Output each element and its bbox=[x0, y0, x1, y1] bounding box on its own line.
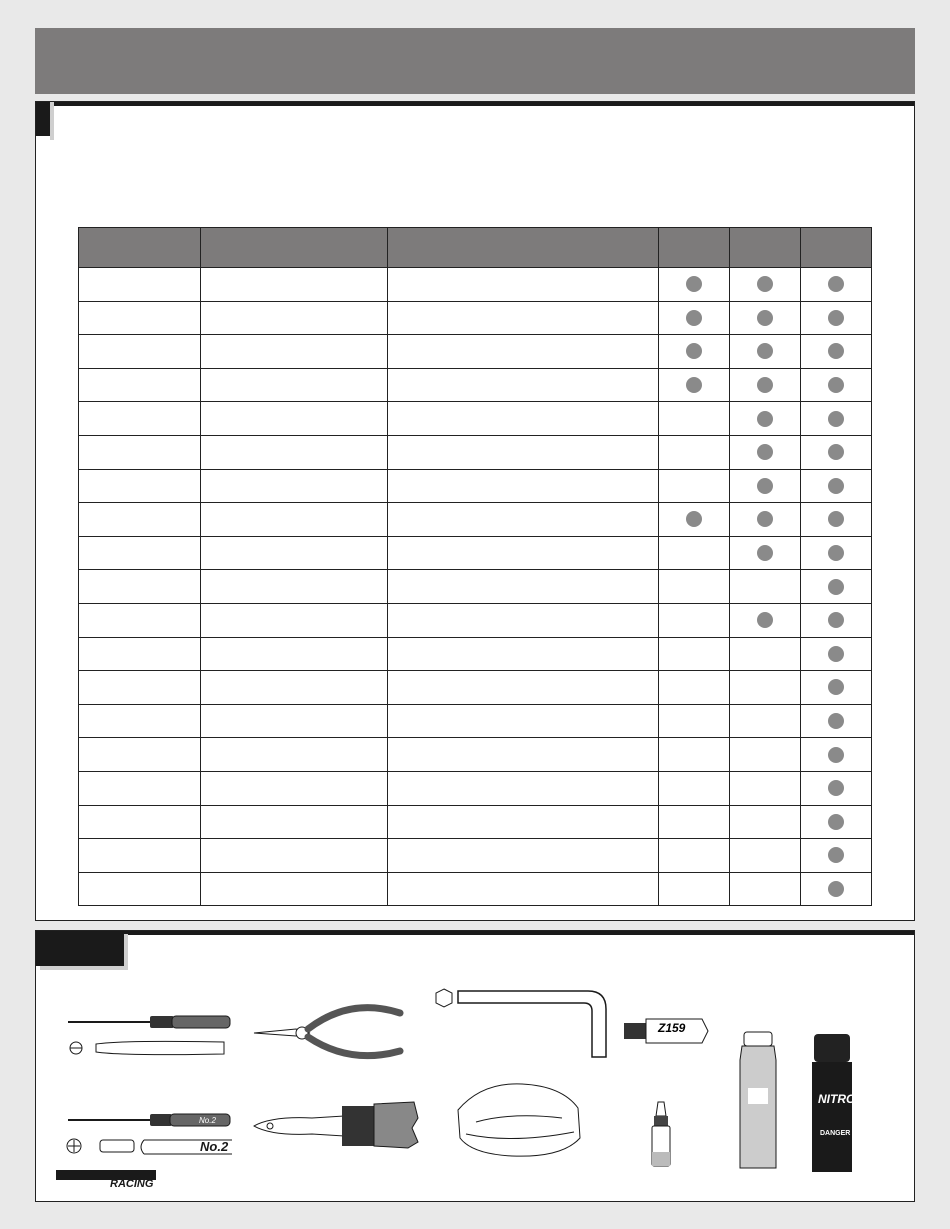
table-cell bbox=[201, 570, 388, 604]
required-dot bbox=[686, 276, 702, 292]
mark-cell bbox=[801, 536, 872, 570]
mark-cell bbox=[730, 771, 801, 805]
mark-cell bbox=[659, 603, 730, 637]
required-dot bbox=[828, 579, 844, 595]
mark-cell bbox=[659, 536, 730, 570]
required-dot bbox=[686, 377, 702, 393]
required-dot bbox=[828, 511, 844, 527]
needle-nose-pliers-icon bbox=[250, 1003, 406, 1061]
table-cell bbox=[79, 368, 201, 402]
mark-cell bbox=[659, 402, 730, 436]
required-dot bbox=[686, 310, 702, 326]
column-header bbox=[388, 228, 659, 268]
table-row bbox=[79, 301, 872, 335]
mark-cell bbox=[659, 469, 730, 503]
table-cell bbox=[79, 738, 201, 772]
column-header bbox=[801, 228, 872, 268]
table-row bbox=[79, 402, 872, 436]
table-cell bbox=[79, 335, 201, 369]
tools-tab bbox=[36, 931, 124, 966]
required-dot bbox=[757, 411, 773, 427]
required-dot bbox=[828, 343, 844, 359]
mark-cell bbox=[659, 839, 730, 873]
mark-cell bbox=[730, 738, 801, 772]
table-header-row bbox=[79, 228, 872, 268]
table-cell bbox=[79, 839, 201, 873]
table-cell bbox=[388, 368, 659, 402]
mark-cell bbox=[659, 872, 730, 906]
table-cell bbox=[201, 671, 388, 705]
table-row bbox=[79, 368, 872, 402]
required-dot bbox=[757, 545, 773, 561]
table-cell bbox=[388, 738, 659, 772]
table-row bbox=[79, 603, 872, 637]
mark-cell bbox=[801, 402, 872, 436]
table-cell bbox=[201, 839, 388, 873]
column-header bbox=[730, 228, 801, 268]
mark-cell bbox=[801, 368, 872, 402]
table-cell bbox=[388, 671, 659, 705]
table-row bbox=[79, 872, 872, 906]
table-cell bbox=[388, 503, 659, 537]
mark-cell bbox=[801, 301, 872, 335]
mark-cell bbox=[730, 503, 801, 537]
mark-cell bbox=[659, 368, 730, 402]
table-row bbox=[79, 771, 872, 805]
mark-cell bbox=[730, 368, 801, 402]
required-dot bbox=[686, 511, 702, 527]
required-dot bbox=[686, 343, 702, 359]
items-table bbox=[78, 227, 872, 906]
mark-cell bbox=[730, 872, 801, 906]
mark-cell bbox=[730, 536, 801, 570]
table-cell bbox=[79, 435, 201, 469]
table-cell bbox=[388, 435, 659, 469]
table-cell bbox=[79, 805, 201, 839]
mark-cell bbox=[659, 738, 730, 772]
table-row bbox=[79, 570, 872, 604]
section-tab bbox=[36, 102, 50, 136]
mark-cell bbox=[659, 805, 730, 839]
table-row bbox=[79, 671, 872, 705]
flathead-screwdriver-icon bbox=[64, 1010, 234, 1056]
mark-cell bbox=[730, 839, 801, 873]
table-row bbox=[79, 435, 872, 469]
mark-cell bbox=[801, 805, 872, 839]
panel-rule bbox=[36, 102, 914, 106]
mark-cell bbox=[801, 268, 872, 302]
mark-cell bbox=[801, 704, 872, 738]
table-cell bbox=[79, 503, 201, 537]
mark-cell bbox=[730, 268, 801, 302]
required-dot bbox=[828, 411, 844, 427]
required-dot bbox=[828, 444, 844, 460]
required-dot bbox=[828, 545, 844, 561]
mark-cell bbox=[801, 503, 872, 537]
mark-cell bbox=[659, 704, 730, 738]
mark-cell bbox=[659, 435, 730, 469]
table-cell bbox=[79, 671, 201, 705]
mark-cell bbox=[730, 603, 801, 637]
logo-sub: RACING bbox=[110, 1178, 154, 1190]
table-row bbox=[79, 704, 872, 738]
table-row bbox=[79, 268, 872, 302]
mark-cell bbox=[801, 435, 872, 469]
required-dot bbox=[828, 612, 844, 628]
table-row bbox=[79, 536, 872, 570]
mark-cell bbox=[801, 872, 872, 906]
mark-cell bbox=[801, 335, 872, 369]
mark-cell bbox=[801, 738, 872, 772]
mark-cell bbox=[659, 570, 730, 604]
phillips-size-label-large: No.2 bbox=[200, 1139, 229, 1154]
table-cell bbox=[388, 603, 659, 637]
mark-cell bbox=[730, 637, 801, 671]
table-cell bbox=[79, 704, 201, 738]
phillips-size-label: No.2 bbox=[199, 1116, 216, 1125]
required-dot bbox=[828, 646, 844, 662]
table-cell bbox=[79, 771, 201, 805]
paint-brush-icon bbox=[252, 1098, 422, 1150]
required-dot bbox=[757, 276, 773, 292]
mark-cell bbox=[801, 771, 872, 805]
mark-cell bbox=[730, 435, 801, 469]
required-dot bbox=[757, 612, 773, 628]
table-cell bbox=[388, 805, 659, 839]
table-cell bbox=[79, 536, 201, 570]
mark-cell bbox=[659, 503, 730, 537]
cleaner-can-icon bbox=[738, 1030, 778, 1172]
column-header bbox=[659, 228, 730, 268]
required-dot bbox=[757, 310, 773, 326]
required-dot bbox=[757, 511, 773, 527]
table-cell bbox=[201, 301, 388, 335]
required-dot bbox=[828, 377, 844, 393]
mark-cell bbox=[730, 469, 801, 503]
required-dot bbox=[828, 310, 844, 326]
table-cell bbox=[201, 469, 388, 503]
mark-cell bbox=[730, 301, 801, 335]
mark-cell bbox=[730, 570, 801, 604]
mark-cell bbox=[730, 402, 801, 436]
mark-cell bbox=[659, 637, 730, 671]
mark-cell bbox=[659, 301, 730, 335]
table-cell bbox=[388, 872, 659, 906]
required-dot bbox=[828, 747, 844, 763]
table-cell bbox=[79, 469, 201, 503]
table-row bbox=[79, 637, 872, 671]
mark-cell bbox=[730, 335, 801, 369]
table-cell bbox=[388, 402, 659, 436]
table-row bbox=[79, 805, 872, 839]
table-cell bbox=[79, 402, 201, 436]
table-cell bbox=[201, 704, 388, 738]
table-cell bbox=[388, 469, 659, 503]
table-row bbox=[79, 469, 872, 503]
table-row bbox=[79, 503, 872, 537]
required-dot bbox=[828, 679, 844, 695]
table-cell bbox=[201, 536, 388, 570]
table-cell bbox=[201, 738, 388, 772]
mark-cell bbox=[801, 839, 872, 873]
table-row bbox=[79, 738, 872, 772]
mark-cell bbox=[801, 637, 872, 671]
table-cell bbox=[388, 771, 659, 805]
table-cell bbox=[201, 268, 388, 302]
required-dot bbox=[828, 814, 844, 830]
table-cell bbox=[79, 301, 201, 335]
mark-cell bbox=[730, 704, 801, 738]
small-oil-bottle-icon bbox=[648, 1100, 674, 1168]
glue-tube-label: Z159 bbox=[658, 1021, 686, 1035]
table-cell bbox=[388, 839, 659, 873]
mark-cell bbox=[659, 771, 730, 805]
table-cell bbox=[79, 637, 201, 671]
required-dot bbox=[828, 780, 844, 796]
table-cell bbox=[79, 570, 201, 604]
required-dot bbox=[828, 881, 844, 897]
table-cell bbox=[388, 704, 659, 738]
column-header bbox=[201, 228, 388, 268]
required-dot bbox=[828, 276, 844, 292]
table-cell bbox=[79, 872, 201, 906]
header-bar bbox=[35, 28, 915, 94]
table-cell bbox=[388, 268, 659, 302]
table-cell bbox=[388, 637, 659, 671]
table-cell bbox=[201, 503, 388, 537]
mark-cell bbox=[659, 671, 730, 705]
mark-cell bbox=[801, 671, 872, 705]
required-dot bbox=[757, 377, 773, 393]
mark-cell bbox=[801, 570, 872, 604]
hex-wrench-icon bbox=[428, 985, 613, 1059]
mark-cell bbox=[801, 469, 872, 503]
table-cell bbox=[201, 368, 388, 402]
required-dot bbox=[828, 713, 844, 729]
table-cell bbox=[201, 402, 388, 436]
table-cell bbox=[201, 805, 388, 839]
table-cell bbox=[79, 603, 201, 637]
required-dot bbox=[757, 343, 773, 359]
spray-warning-label: DANGER bbox=[820, 1130, 851, 1137]
table-cell bbox=[79, 268, 201, 302]
mark-cell bbox=[659, 335, 730, 369]
table-cell bbox=[201, 603, 388, 637]
column-header bbox=[79, 228, 201, 268]
cloth-towel-icon bbox=[452, 1078, 588, 1162]
table-cell bbox=[201, 335, 388, 369]
mark-cell bbox=[730, 671, 801, 705]
mark-cell bbox=[801, 603, 872, 637]
required-dot bbox=[828, 478, 844, 494]
required-dot bbox=[757, 478, 773, 494]
table-cell bbox=[388, 536, 659, 570]
table-cell bbox=[388, 301, 659, 335]
required-dot bbox=[757, 444, 773, 460]
table-cell bbox=[201, 872, 388, 906]
mark-cell bbox=[659, 268, 730, 302]
table-cell bbox=[388, 570, 659, 604]
table-body bbox=[79, 268, 872, 906]
table-cell bbox=[201, 637, 388, 671]
panel-rule bbox=[36, 931, 914, 935]
table-row bbox=[79, 839, 872, 873]
table-cell bbox=[201, 435, 388, 469]
hpi-racing-logo bbox=[56, 1170, 160, 1192]
mark-cell bbox=[730, 805, 801, 839]
table-cell bbox=[201, 771, 388, 805]
spray-brand-label: NITRO bbox=[818, 1092, 856, 1106]
table-cell bbox=[388, 335, 659, 369]
required-dot bbox=[828, 847, 844, 863]
table-row bbox=[79, 335, 872, 369]
